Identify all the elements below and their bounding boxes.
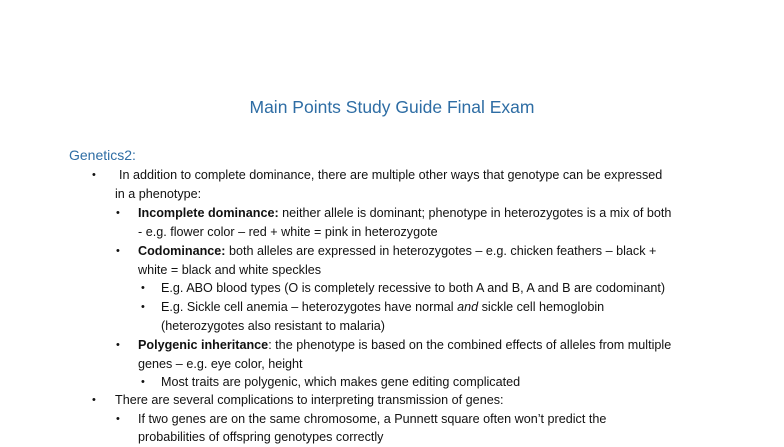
list-item: There are several complications to interpreting transmission of genes:: [115, 393, 504, 407]
bullet-icon: •: [141, 301, 145, 313]
list-item-continued: genes – e.g. eye color, height: [138, 357, 303, 371]
definition-text: both alleles are expressed in heterozygotes – e.g. chicken feathers – black +: [225, 244, 657, 258]
sickle-text-end: sickle cell hemoglobin: [478, 300, 605, 314]
term-codominance: Codominance:: [138, 244, 226, 258]
list-item: Most traits are polygenic, which makes gene editing complicated: [161, 375, 521, 389]
bullet-icon: •: [116, 245, 120, 257]
list-item: [138, 336, 671, 355]
list-item-continued: probabilities of offspring genotypes correctly: [138, 430, 384, 444]
bullet-icon: •: [116, 413, 120, 425]
list-item: [138, 242, 656, 261]
definition-text: : the phenotype is based on the combined effects of alleles from multiple: [268, 338, 672, 352]
bullet-icon: •: [116, 339, 120, 351]
section-heading: Genetics2:: [69, 147, 136, 163]
emphasis-and: and: [457, 300, 479, 314]
bullet-icon: •: [116, 207, 120, 219]
bullet-icon: •: [141, 282, 145, 294]
bullet-icon: •: [141, 376, 145, 388]
page-title: Main Points Study Guide Final Exam: [249, 97, 535, 117]
list-item-continued: in a phenotype:: [115, 187, 202, 201]
list-item-continued: - e.g. flower color – red + white = pink in heterozygote: [138, 225, 438, 239]
list-item-continued: white = black and white speckles: [138, 263, 322, 277]
list-item: In addition to complete dominance, there are multiple other ways that genotype can be expressed: [119, 168, 663, 182]
list-item: If two genes are on the same chromosome, a Punnett square often won’t predict the: [138, 412, 607, 426]
bullet-icon: •: [92, 394, 96, 406]
term-polygenic-inheritance: Polygenic inheritance: [138, 338, 269, 352]
list-item: E.g. ABO blood types (O is completely recessive to both A and B, A and B are codominant): [161, 281, 666, 295]
list-item-continued: (heterozygotes also resistant to malaria): [161, 319, 385, 333]
term-incomplete-dominance: Incomplete dominance:: [138, 206, 279, 220]
bullet-icon: •: [92, 169, 96, 181]
sickle-text: E.g. Sickle cell anemia – heterozygotes have normal: [161, 300, 458, 314]
definition-text: neither allele is dominant; phenotype in heterozygotes is a mix of both: [278, 206, 672, 220]
list-item: [138, 204, 671, 223]
list-item: [161, 298, 604, 317]
